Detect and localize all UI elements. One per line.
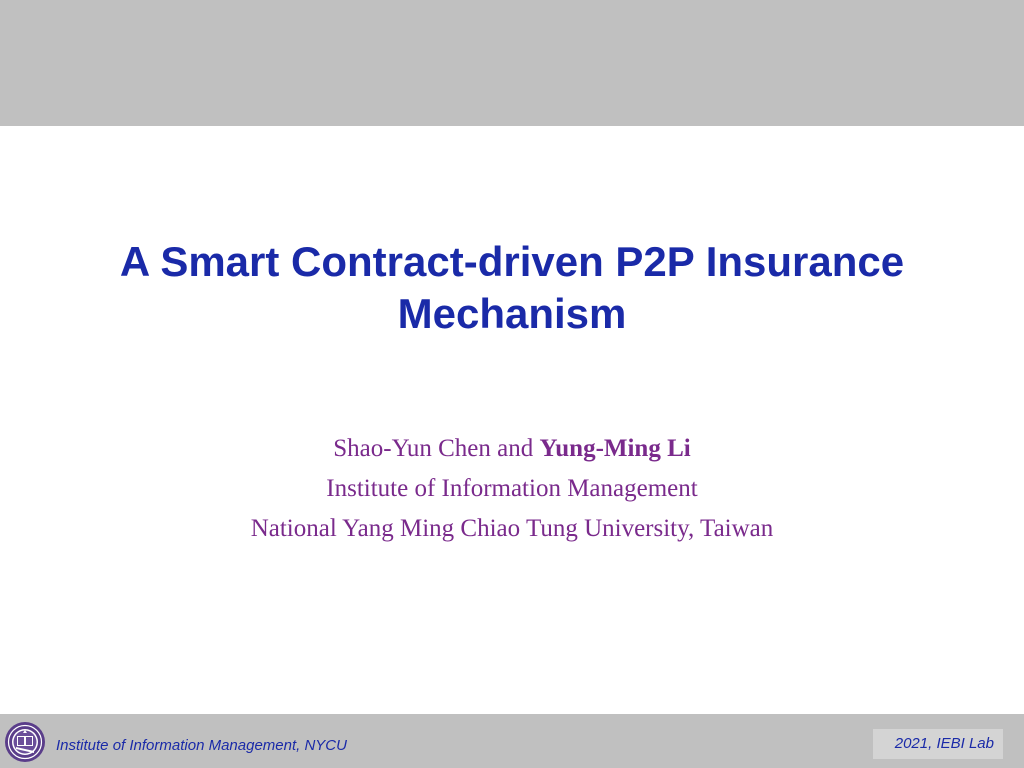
author-block — [40, 429, 984, 549]
slide-title — [40, 236, 984, 340]
footer-lab-label: 2021, IEBI Lab — [894, 735, 994, 752]
author-names: Shao-Yun Chen and — [333, 435, 540, 462]
presenting-author: Yung-Ming Li — [539, 435, 691, 462]
author-line — [40, 429, 984, 469]
header-band — [0, 0, 1024, 126]
slide-title-line-1: A Smart Contract-driven P2P Insurance — [119, 238, 905, 285]
footer-institute-label: Institute of Information Management, NYCU — [56, 737, 347, 754]
university-seal-icon — [4, 721, 46, 763]
slide-title-line-2: Mechanism — [397, 290, 627, 337]
affiliation-institute: Institute of Information Management — [326, 475, 698, 502]
affiliation-university: National Yang Ming Chiao Tung University, Taiwan — [250, 515, 774, 542]
